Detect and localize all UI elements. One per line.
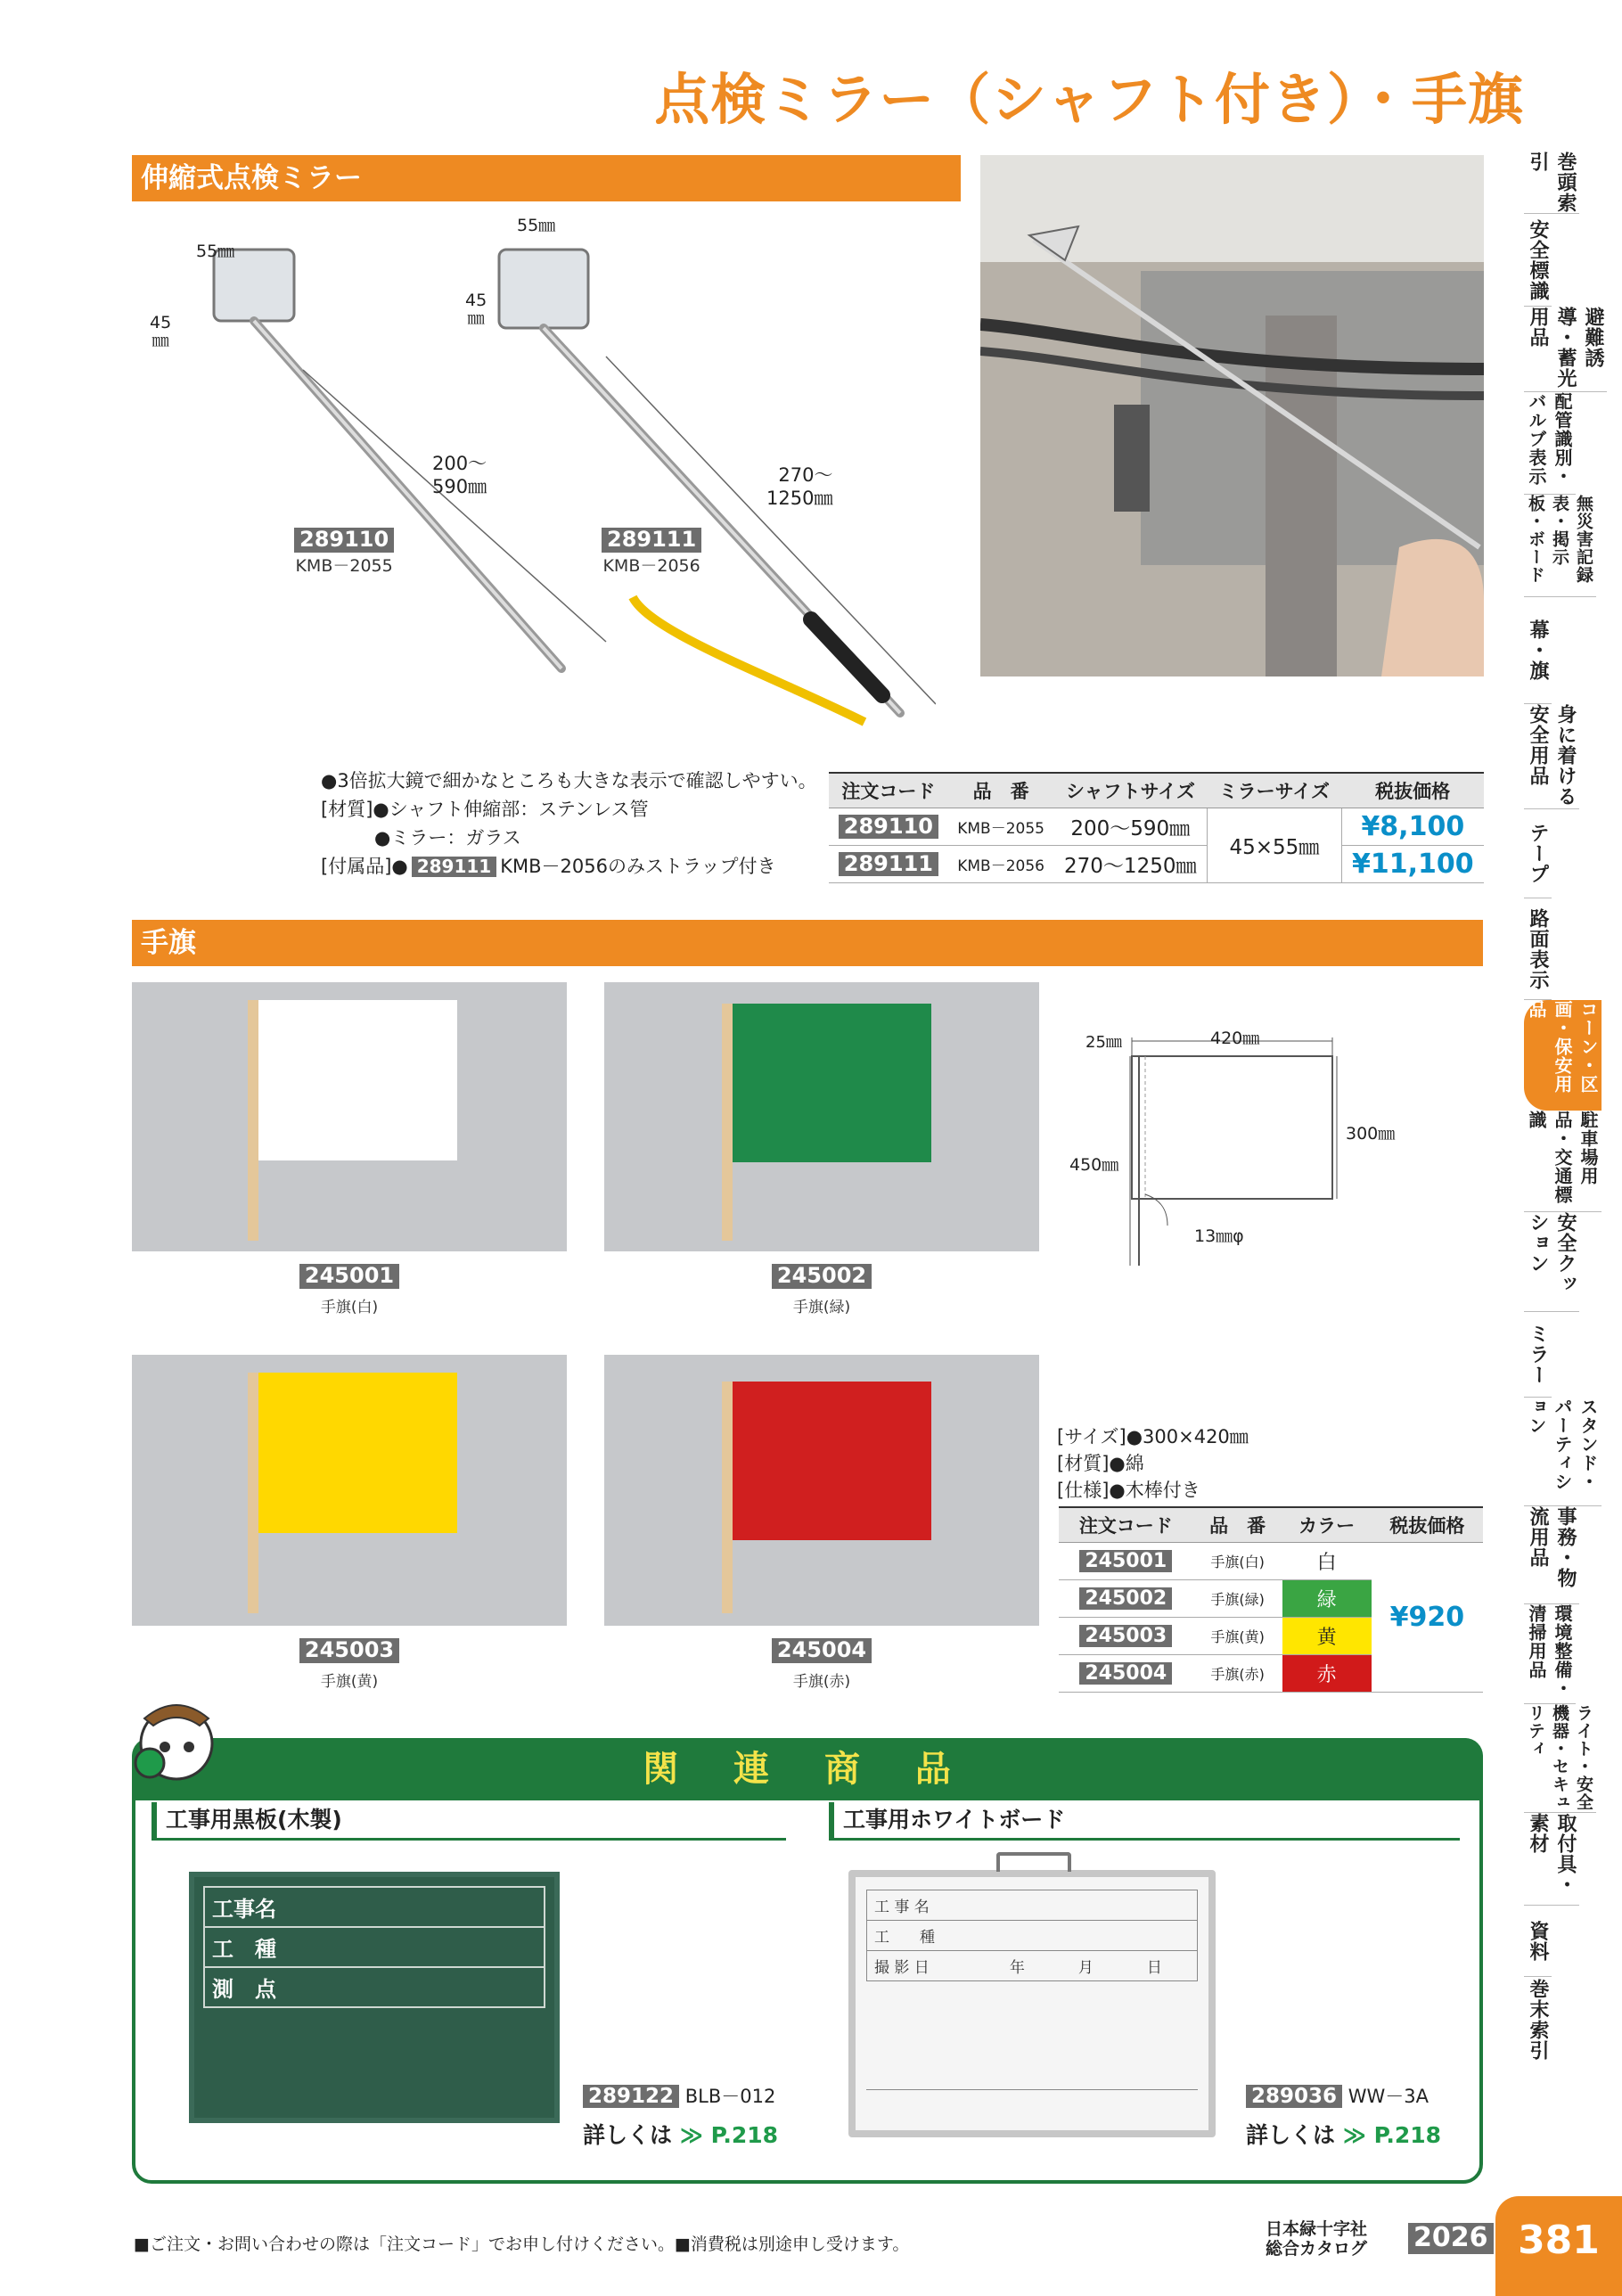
- flag-caption-yellow: 245003 手旗(黄): [132, 1638, 567, 1691]
- dim-a: 25㎜: [1085, 1033, 1122, 1052]
- mirror-usage-photo: [980, 155, 1484, 676]
- blackboard-details-link[interactable]: 詳しくは ≫ P.218: [583, 2122, 779, 2148]
- tab-cushion[interactable]: 安全クッション: [1524, 1212, 1579, 1312]
- tab-safety-signs[interactable]: 安全標識: [1524, 214, 1552, 307]
- dim-c: 300㎜: [1346, 1124, 1396, 1144]
- dim-e: 13㎜φ: [1194, 1226, 1244, 1246]
- tab-end-index[interactable]: 巻末索引: [1527, 1979, 1549, 2061]
- footer-brand: 日本緑十字社 総合カタログ: [1266, 2219, 1368, 2259]
- tab-stand[interactable]: スタンド・パーティション: [1524, 1398, 1602, 1506]
- flag-caption-red: 245004 手旗(赤): [604, 1638, 1039, 1691]
- table-row: 245003 手旗(黄) 黄: [1059, 1618, 1483, 1655]
- related-products-header: 関 連 商 品: [132, 1738, 1483, 1800]
- whiteboard-handle: [996, 1852, 1071, 1872]
- tab-fixtures[interactable]: 取付具・素材: [1524, 1813, 1579, 1906]
- table-row: 289111 KMB－2056 270～1250㎜ ¥11,100: [829, 846, 1484, 883]
- tab-office[interactable]: 事務・物流用品: [1524, 1506, 1579, 1604]
- tab-boards[interactable]: 無災害記録表・掲示板・ボード: [1524, 495, 1596, 597]
- tab-tape[interactable]: テープ: [1524, 809, 1552, 898]
- flag-dimension-diagram: [1069, 1016, 1462, 1275]
- blackboard-code: 289122 BLB－012: [583, 2082, 775, 2109]
- flag-photo-white: [132, 982, 567, 1251]
- page-number: 381: [1495, 2196, 1622, 2296]
- whiteboard-code: 289036 WW－3A: [1246, 2082, 1429, 2109]
- related-item1-title: 工事用黒板(木製): [152, 1802, 786, 1841]
- mirror-notes: ●3倍拡大鏡で細かなところも大きな表示で確認しやすい。 [材質]●シャフト伸縮部：ステンレス管 ●ミラー：ガラス [付属品]● 289111 KMB－2056のみストラップ付き: [321, 770, 817, 877]
- whiteboard-details-link[interactable]: 詳しくは ≫ P.218: [1246, 2122, 1442, 2148]
- table-row: 245001 手旗(白) 白 ¥920: [1059, 1543, 1483, 1580]
- dim-d: 450㎜: [1069, 1155, 1119, 1175]
- flag-caption-white: 245001 手旗(白): [132, 1264, 567, 1316]
- mirror2-width: 55㎜: [517, 216, 556, 235]
- tab-evacuation[interactable]: 避難誘導・蓄光用品: [1524, 307, 1607, 392]
- flag-spec-table: 注文コード 品 番 カラー 税抜価格 245001 手旗(白) 白 ¥920 245002 手旗(緑) 緑 245003 手旗(黄) 黄 245004 手旗(赤) 赤: [1059, 1506, 1483, 1693]
- mirror1-width: 55㎜: [196, 242, 235, 261]
- tab-security[interactable]: ライト・安全機器・セキュリティ: [1524, 1704, 1596, 1813]
- table-row: 289110 KMB－2055 200～590㎜ 45×55㎜ ¥8,100: [829, 808, 1484, 846]
- blackboard-image: 工事名 工 種 測 点: [189, 1872, 560, 2123]
- tab-wearables[interactable]: 身に着ける安全用品: [1524, 704, 1579, 809]
- flag-photo-red: [604, 1355, 1039, 1626]
- table-row: 245004 手旗(赤) 赤: [1059, 1655, 1483, 1693]
- mirror1-caption: 289110 KMB－2055: [295, 527, 393, 576]
- tab-banners[interactable]: 幕・旗: [1524, 597, 1552, 704]
- footer-note: ■ご注文・お問い合わせの際は「注文コード」でお申し付けください。■消費税は別途申し受けます。: [134, 2234, 910, 2254]
- mirror1-height: 45 ㎜: [150, 313, 172, 350]
- flag-photo-green: [604, 982, 1039, 1251]
- tab-materials[interactable]: 資料: [1524, 1906, 1552, 1977]
- tab-piping[interactable]: 配管識別・バルブ表示: [1524, 392, 1576, 495]
- mirror2-height: 45 ㎜: [465, 291, 487, 328]
- tab-cleaning[interactable]: 環境整備・清掃用品: [1524, 1604, 1576, 1704]
- page-title: 点検ミラー（シャフト付き）・手旗: [654, 67, 1524, 132]
- mascot-icon: [125, 1692, 223, 1790]
- mirror-spec-table: 注文コード 品 番 シャフトサイズ ミラーサイズ 税抜価格 289110 KMB－2055 200～590㎜ 45×55㎜ ¥8,100 289111 KMB－2056 270～1250㎜ ¥11,100: [829, 772, 1484, 883]
- mirror2-caption: 289111 KMB－2056: [602, 527, 700, 576]
- table-row: 245002 手旗(緑) 緑: [1059, 1580, 1483, 1618]
- tab-road-marking[interactable]: 路面表示: [1524, 898, 1552, 1000]
- tab-parking[interactable]: 駐車場用品・交通標識: [1524, 1111, 1602, 1212]
- section-header-flags: 手旗: [132, 920, 1483, 966]
- related-item2-title: 工事用ホワイトボード: [829, 1802, 1460, 1841]
- whiteboard-image: 工 事 名 工 種 撮 影 日 年 月 日: [848, 1870, 1216, 2137]
- tab-mirror[interactable]: ミラー: [1524, 1312, 1552, 1398]
- category-tabs: [1524, 152, 1622, 2062]
- tab-index[interactable]: 巻頭索引: [1524, 152, 1579, 214]
- mirror1-length: 200～ 590㎜: [432, 453, 487, 497]
- footer-year: 2026: [1408, 2223, 1494, 2254]
- mirror2-length: 270～ 1250㎜: [766, 464, 833, 509]
- tab-cones[interactable]: コーン・区画・保安用品: [1524, 1000, 1602, 1111]
- section-header-mirror: 伸縮式点検ミラー: [132, 155, 961, 201]
- flag-caption-green: 245002 手旗(緑): [604, 1264, 1039, 1316]
- dim-b: 420㎜: [1210, 1029, 1260, 1048]
- flag-photo-yellow: [132, 1355, 567, 1626]
- flag-specs: [サイズ]●300×420㎜ [材質]●綿 [仕様]●木棒付き: [1057, 1426, 1249, 1501]
